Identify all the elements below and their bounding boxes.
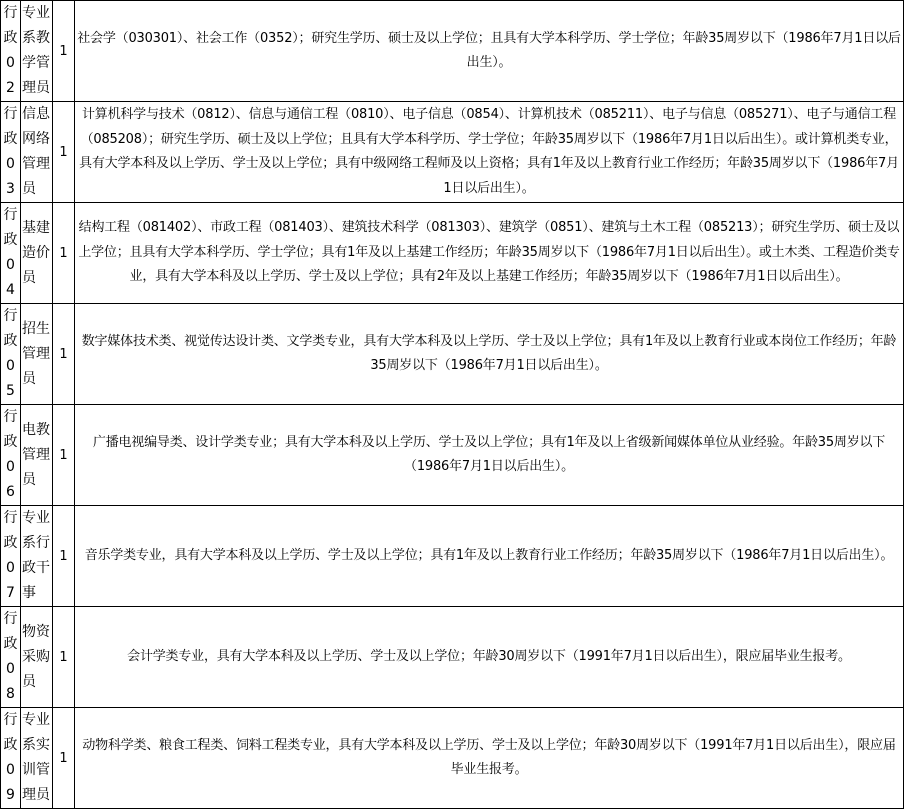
position-title: 招生管理员	[21, 304, 53, 405]
position-requirements: 动物科学类、粮食工程类、饲料工程类专业，具有大学本科及以上学历、学士及以上学位；年龄30周岁以下（1991年7月1日以后出生），限应届毕业生报考。	[75, 708, 904, 809]
position-requirements: 会计学类专业，具有大学本科及以上学历、学士及以上学位；年龄30周岁以下（1991年7月1日以后出生），限应届毕业生报考。	[75, 607, 904, 708]
table-row	[1, 405, 904, 506]
table-row	[1, 102, 904, 203]
position-requirements: 计算机科学与技术（0812）、信息与通信工程（0810）、电子信息（0854）、计算机技术（085211）、电子与信息（085271）、电子与通信工程（085208）；研究生学历、硕士及以上学位；且具有大学本科学历、学士学位；年龄35周岁以下（1986年7月1日以后出生）。或计算机类专业，具有大学本科及以上学历、学士及以上学位；具有中级网络工程师及以上资格；具有1年及以上教育行业工作经历；年龄35周岁以下（1986年7月1日以后出生）。	[75, 102, 904, 203]
position-code: 行政04	[1, 203, 21, 304]
table-row	[1, 506, 904, 607]
table-row	[1, 304, 904, 405]
position-requirements: 结构工程（081402）、市政工程（081403）、建筑技术科学（081303）、建筑学（0851）、建筑与土木工程（085213）；研究生学历、硕士及以上学位；且具有大学本科学历、学士学位；具有1年及以上基建工作经历；年龄35周岁以下（1986年7月1日以后出生）。或土木类、工程造价类专业，具有大学本科及以上学历、学士及以上学位；具有2年及以上基建工作经历；年龄35周岁以下（1986年7月1日以后出生）。	[75, 203, 904, 304]
position-requirements: 社会学（030301）、社会工作（0352）；研究生学历、硕士及以上学位；且具有大学本科学历、学士学位；年龄35周岁以下（1986年7月1日以后出生）。	[75, 1, 904, 102]
position-title: 专业系实训管理员	[21, 708, 53, 809]
headcount: 1	[53, 304, 75, 405]
headcount: 1	[53, 708, 75, 809]
position-title: 电教管理员	[21, 405, 53, 506]
headcount: 1	[53, 607, 75, 708]
position-code: 行政08	[1, 607, 21, 708]
headcount: 1	[53, 1, 75, 102]
table-row	[1, 203, 904, 304]
position-title: 专业系行政干事	[21, 506, 53, 607]
headcount: 1	[53, 506, 75, 607]
position-code: 行政07	[1, 506, 21, 607]
table-row	[1, 1, 904, 102]
headcount: 1	[53, 203, 75, 304]
position-code: 行政05	[1, 304, 21, 405]
position-title: 基建造价员	[21, 203, 53, 304]
table-row	[1, 708, 904, 809]
position-requirements: 广播电视编导类、设计学类专业；具有大学本科及以上学历、学士及以上学位；具有1年及以上省级新闻媒体单位从业经验。年龄35周岁以下（1986年7月1日以后出生）。	[75, 405, 904, 506]
headcount: 1	[53, 102, 75, 203]
position-title: 物资采购员	[21, 607, 53, 708]
position-title: 信息网络管理员	[21, 102, 53, 203]
position-requirements: 音乐学类专业，具有大学本科及以上学历、学士及以上学位；具有1年及以上教育行业工作经历；年龄35周岁以下（1986年7月1日以后出生）。	[75, 506, 904, 607]
position-title: 专业系教学管理员	[21, 1, 53, 102]
headcount: 1	[53, 405, 75, 506]
position-code: 行政09	[1, 708, 21, 809]
position-code: 行政02	[1, 1, 21, 102]
position-code: 行政06	[1, 405, 21, 506]
table-row	[1, 607, 904, 708]
position-code: 行政03	[1, 102, 21, 203]
position-requirements: 数字媒体技术类、视觉传达设计类、文学类专业，具有大学本科及以上学历、学士及以上学位；具有1年及以上教育行业或本岗位工作经历；年龄35周岁以下（1986年7月1日以后出生）。	[75, 304, 904, 405]
